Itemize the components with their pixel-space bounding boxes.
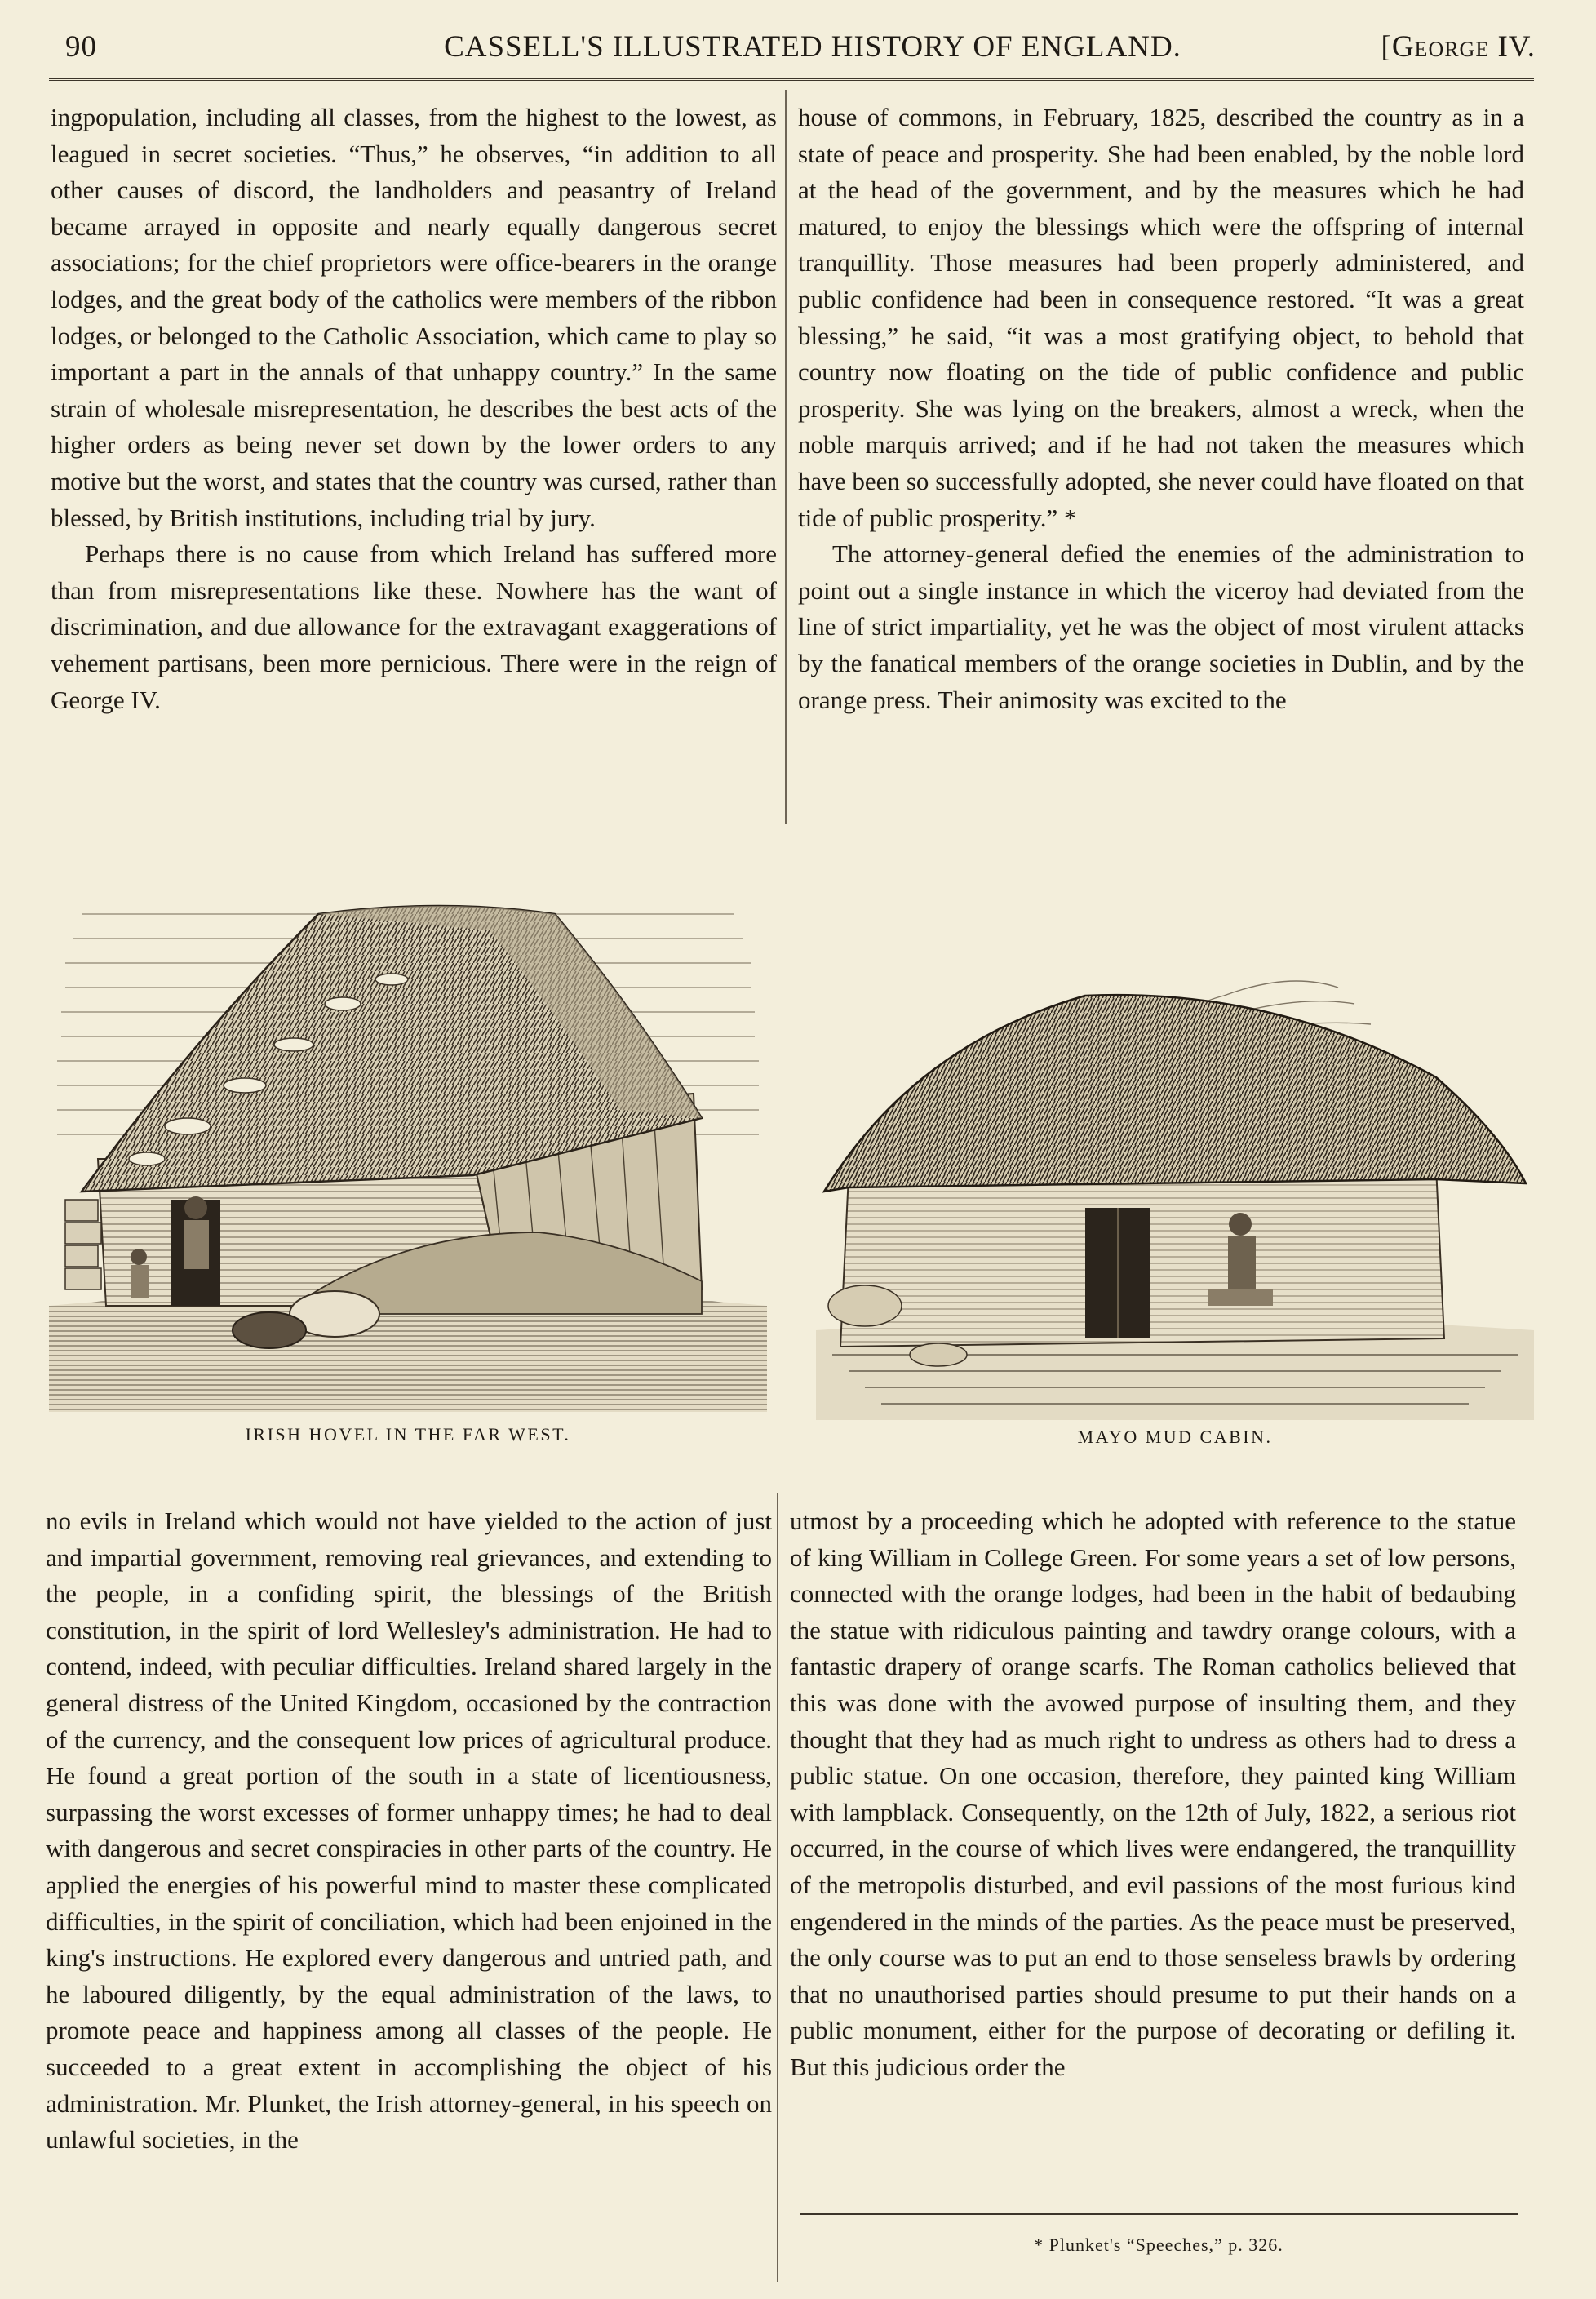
column-bottom-right [790,1503,1516,2086]
column-divider [777,1493,778,2282]
column-top-right [798,100,1524,718]
caption-left: IRISH HOVEL IN THE FAR WEST. [245,1424,571,1445]
column-divider [785,90,787,824]
paragraph: utmost by a proceeding which he adopted with reference to the statue of king William in College Green. For some years a set of low persons, connected with the orange lodges, had been in the habit of bedaubing the statue with ridiculous painting and tawdry orange colours, with a fantastic drapery of orange scarfs. The Roman catholics believed that this was done with the avowed purpose of insulting them, and they thought that they had as much right to undress as others had to dress a public statue. On one occasion, therefore, they painted king William with lampblack. Consequently, on the 12th of July, 1822, a serious riot occurred, in the course of which lives were endangered, the tranquillity of the metropolis disturbed, and evil passions of the most furious kind engendered in the minds of the parties. As the peace must be preserved, the only course was to put an end to those senseless brawls by ordering that no unauthorised parties should presume to put their hands on a public monument, either for the purpose of decorating or defiling it. But this judicious order the [790,1507,1516,2081]
running-header [57,23,1536,70]
paragraph: no evils in Ireland which would not have yielded to the action of just and impartial government, removing real grievances, and extending to the people, in a confiding spirit, the blessings of the British constitution, in the spirit of lord Wellesley's administration. He had to contend, indeed, with peculiar difficulties. Ireland shared largely in the general distress of the United Kingdom, occasioned by the contraction of the currency, and the consequent low prices of agricultural produce. He found a great portion of the south in a state of licentiousness, surpassing the worst excesses of former unhappy times; he had to deal with dangerous and secret conspiracies in other parts of the country. He applied the energies of his powerful mind to master these complicated difficulties, in the spirit of conciliation, which had been enjoined in the king's instructions. He explored every dangerous and untried path, and he laboured diligently, by the equal administration of the laws, to promote peace and happiness among all classes of the people. He succeeded to a great extent in accomplishing the object of his administration. Mr. Plunket, the Irish attorney-general, in his speech on unlawful societies, in the [46,1507,772,2155]
paragraph: house of commons, in February, 1825, described the country as in a state of peace and prosperity. She had been enabled, by the noble lord at the head of the government, and by the measures which he had matured, to enjoy the blessings which were the offspring of internal tranquillity. Those measures had been properly administered, and public confidence had been in consequence restored. “It was a great blessing,” he said, “it was a most gratifying object, to behold that country now floating on the tide of public confidence and public prosperity. She was lying on the breakers, almost a wreck, when the noble marquis arrived; and if he had not taken the measures which have been so successfully adopted, she never could have floated on that tide of public prosperity.” * [798,103,1524,532]
paragraph: The attorney-general defied the enemies of the administration to point out a single instance in which the viceroy had deviated from the line of strict impartiality, yet he was the object of most virulent attacks by the fanatical members of the orange societies in Dublin, and by the orange press. Their animosity was excited to the [798,539,1524,714]
running-title: CASSELL'S ILLUSTRATED HISTORY OF ENGLAND. [444,30,1181,64]
illustration-irish-hovel [49,849,767,1412]
header-rule [49,78,1534,81]
column-bottom-left [46,1503,772,2159]
page-number: 90 [65,30,97,64]
caption-right: MAYO MUD CABIN. [1077,1427,1273,1447]
paragraph: Perhaps there is no cause from which Ireland has suffered more than from misrepresentations like these. Nowhere has the want of discrimination, and due allowance for the extravagant exaggerations of vehement partisans, been more pernicious. There were in the reign of George IV. [51,539,777,714]
footnote-rule [800,2213,1518,2215]
hovel-engraving [49,849,767,1412]
column-top-left [51,100,777,718]
paragraph: ingpopulation, including all classes, from the highest to the lowest, as leagued in secret societies. “Thus,” he observes, “in addition to all other causes of discord, the landholders and peasantry of Ireland became arrayed in opposite and nearly equally dangerous secret associations; for the chief proprietors were office-bearers in the orange lodges, and the great body of the catholics were members of the ribbon lodges, or belonged to the Catholic Association, which came to play so important a part in the annals of that unhappy country.” In the same strain of wholesale misrepresentation, he describes the best acts of the higher orders as being never set down by the lower orders to any motive but the worst, and states that the country was cursed, rather than blessed, by British institutions, including trial by jury. [51,103,777,532]
cabin-engraving [816,947,1534,1420]
footnote: * Plunket's “Speeches,” p. 326. [1034,2235,1283,2255]
illustration-mayo-cabin [816,947,1534,1420]
section-label: [George IV. [1381,30,1536,64]
